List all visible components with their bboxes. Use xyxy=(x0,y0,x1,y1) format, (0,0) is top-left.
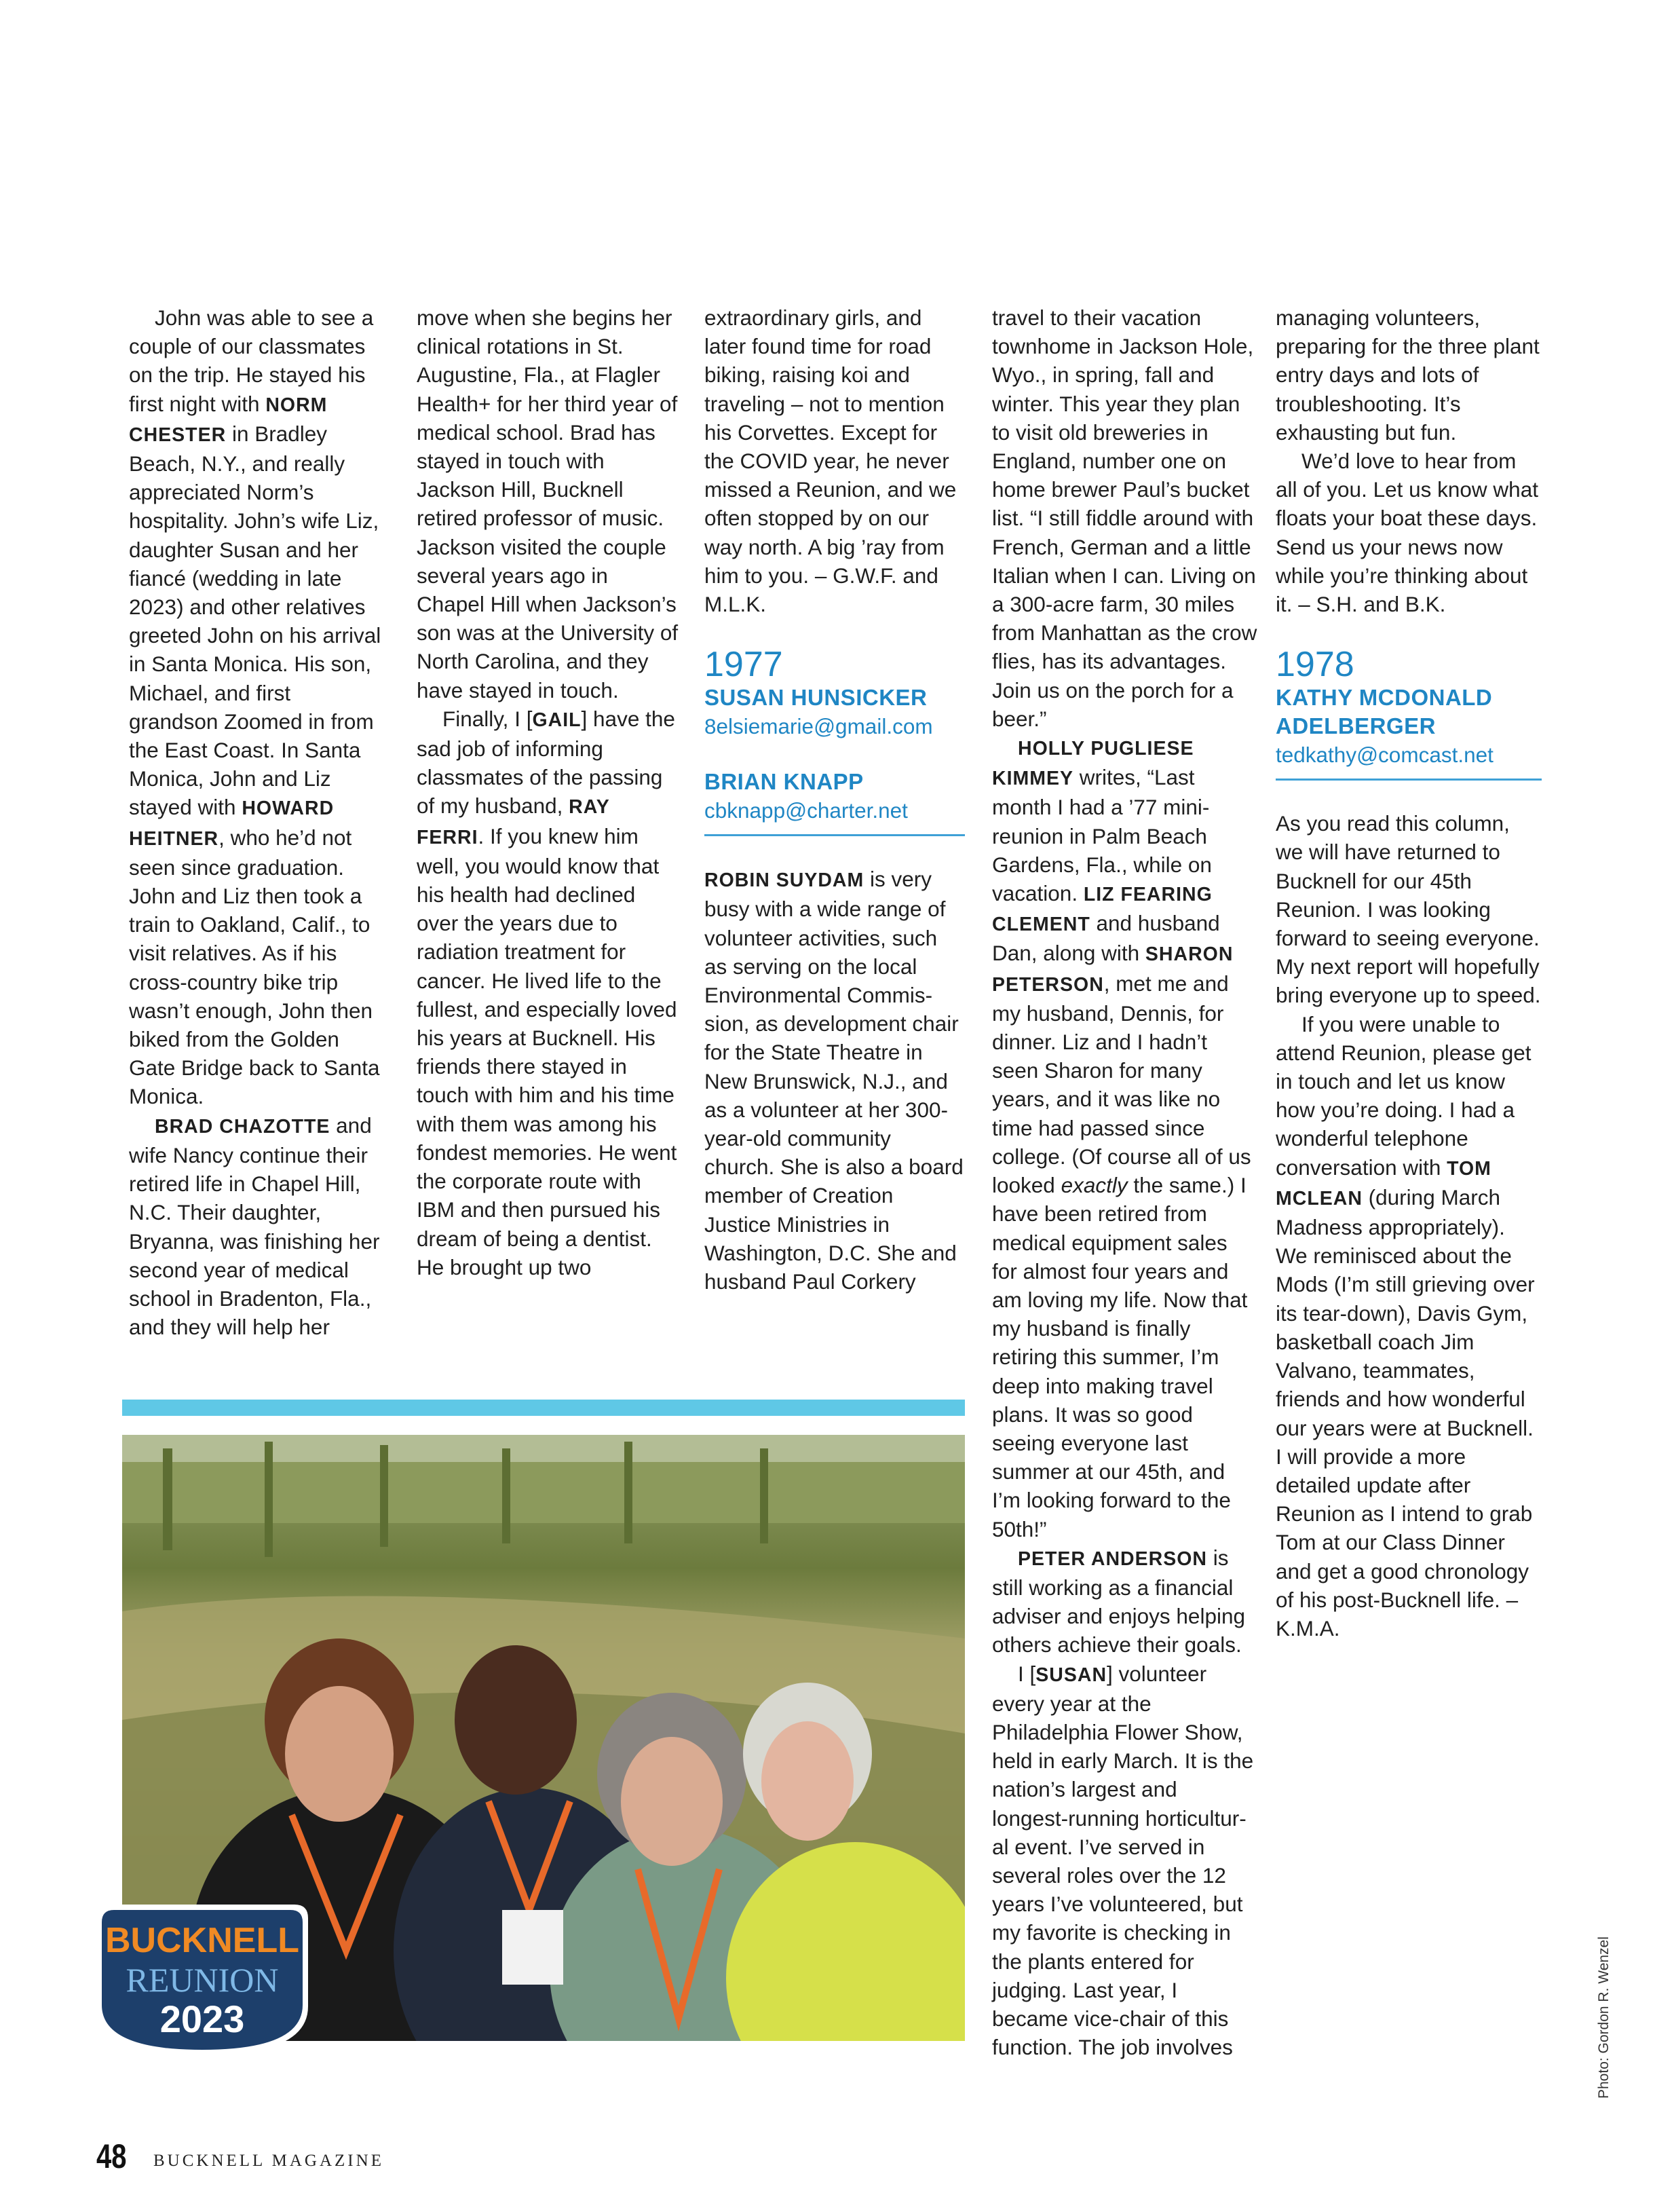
class-year-heading: 1978 xyxy=(1276,645,1354,685)
classmate-name: TOM MCLEAN xyxy=(1276,1157,1491,1210)
page-number: 48 xyxy=(96,2137,127,2175)
classmate-name: BRAD CHAZOTTE xyxy=(155,1115,330,1138)
classmate-name: RAY FERRI xyxy=(417,796,610,848)
reunion-badge xyxy=(96,1905,308,2055)
paragraph: HOLLY PUGLIESE KIMMEY writes, “Last month I had a ’77 mini-reunion in Palm Beach Gardens, Fla., while on vacation. LIZ FEARING CLEMENT and husband Dan, along with SHARON PETERSON, met me and my husband, Dennis, for dinner. Liz and I hadn’t seen Sharon for many years, and it was like no time had passed since college. (Of course all of us looked exactly the same.) I have been retired from medical equipment sales for almost four years and am loving my life. Now that my husband is finally retiring this summer, I’m deep into making travel plans. It was so good seeing everyone last summer at our 45th, and I’m looking forward to the 50th!” xyxy=(992,738,1251,1541)
class-secretary-email[interactable]: tedkathy@comcast.net xyxy=(1276,743,1494,768)
classmate-name: SHARON PETERSON xyxy=(992,943,1234,996)
paragraph: I [SUSAN] volunteer every year at the Philadelphia Flower Show, held in early March. It is the nation’s largest and longest-running horticultur-al event. I’ve served in several roles over the 12 years I’ve volunteered, but my favorite is checking in the plants entered for judging. Last year, I became vice-chair of this function. The job involves xyxy=(992,1661,1254,2060)
paragraph: managing volunteers, preparing for the three plant entry days and lots of troubleshooting. It’s exhausting but fun. xyxy=(1276,305,1540,445)
classmate-name: HOLLY PUGLIESE KIMMEY xyxy=(992,738,1194,790)
classmate-name: GAIL xyxy=(532,709,582,731)
column-4 xyxy=(992,303,1258,2061)
class-secretary-email[interactable]: 8elsiemarie@gmail.com xyxy=(704,714,933,739)
classmate-name: PETER ANDERSON xyxy=(1018,1548,1207,1570)
class-secretary-email[interactable]: cbknapp@charter.net xyxy=(704,798,908,823)
section-divider xyxy=(1276,779,1542,781)
badge-line1: BUCKNELL xyxy=(105,1921,299,1960)
paragraph: ROBIN SUYDAM is very busy with a wide range of volunteer activities, such as serving on the local Environmental Commis-sion, as development chair for the State Theatre in New Brunswick, N.J., and as a volunteer at her 300-year-old community church. She is also a board member of Creation Justice Ministries in Washington, D.C. She and husband Paul Corkery xyxy=(704,867,964,1294)
column-1 xyxy=(129,303,383,1341)
classmate-name: NORM CHESTER xyxy=(129,394,328,446)
classmate-name: SUSAN xyxy=(1035,1664,1107,1686)
paragraph: move when she begins her clinical rotations in St. Augustine, Fla., at Flagler Health+ for her third year of medical school. Brad has stayed in touch with Jackson Hill, Bucknell retired professor of music. Jackson visited the couple several years ago in Chapel Hill when Jackson’s son was at the University of North Carolina, and they have stayed in touch. xyxy=(417,305,679,702)
paragraph: We’d love to hear from all of you. Let us know what floats your boat these days. Send us your news now while you’re thinking about it. – S.H. and B.K. xyxy=(1276,449,1538,617)
class-secretary-name: KATHY MCDONALD xyxy=(1276,685,1493,711)
classmate-name: ROBIN SUYDAM xyxy=(704,869,864,892)
photo-credit: Photo: Gordon R. Wenzel xyxy=(1596,1936,1612,2099)
accent-bar xyxy=(122,1400,965,1416)
class-secretary-name-cont: ADELBERGER xyxy=(1276,713,1437,739)
classmate-name: HOWARD HEITNER xyxy=(129,798,335,850)
paragraph: BRAD CHAZOTTE and wife Nancy continue their retired life in Chapel Hill, N.C. Their daughter, Bryanna, was finishing her second year of medical school in Bradenton, Fla., and they will help her xyxy=(129,1112,380,1340)
section-divider xyxy=(704,834,965,836)
badge-line2: REUNION xyxy=(126,1961,279,1999)
page-footer xyxy=(96,2137,384,2176)
badge-line3: 2023 xyxy=(159,1998,245,2040)
paragraph: As you read this column, we will have returned to Bucknell for our 45th Reunion. I was looking forward to seeing everyone. My next report will hopefully bring everyone up to speed. xyxy=(1276,811,1541,1008)
class-secretary-name: BRIAN KNAPP xyxy=(704,769,864,795)
column-5 xyxy=(1276,303,1542,1643)
paragraph: PETER ANDERSON is still working as a financial adviser and enjoys helping others achieve their goals. xyxy=(992,1545,1246,1657)
paragraph: If you were unable to attend Reunion, please get in touch and let us know how you’re doing. I had a wonderful telephone conversation with TOM MCLEAN (during March Madness appropriately). We reminisced about the Mods (I’m still grieving over its tear-down), Davis Gym, basketball coach Jim Valvano, teammates, friends and how wonderful our years were at Bucknell. I will provide a more detailed update after Reunion as I intend to grab Tom at our Class Dinner and get a good chronology of his post-Bucknell life. – K.M.A. xyxy=(1276,1011,1535,1641)
paragraph: Finally, I [GAIL] have the sad job of informing classmates of the passing of my husband, RAY FERRI. If you knew him well, you would know that his health had declined over the years due to radiation treatment for cancer. He lived life to the fullest, and especially loved his years at Bucknell. His friends there stayed in touch with him and his time with them was among his fondest memories. He went the corporate route with IBM and then pursued his dream of being a dentist. He brought up two xyxy=(417,706,677,1279)
paragraph: travel to their vacation townhome in Jackson Hole, Wyo., in spring, fall and winter. This year they plan to visit old breweries in England, number one on home brewer Paul’s bucket list. “I still fiddle around with French, German and a little Italian when I can. Living on a 300-acre farm, 30 miles from Manhattan as the crow flies, has its advantages. Join us on the porch for a beer.” xyxy=(992,305,1257,731)
class-secretary-name: SUSAN HUNSICKER xyxy=(704,685,928,711)
class-year-heading: 1977 xyxy=(704,645,783,685)
paragraph: extraordinary girls, and later found time for road biking, raising koi and traveling – not to mention his Corvettes. Except for the COVID year, he never missed a Reunion, and we often stopped by on our way north. A big ’ray from him to you. – G.W.F. and M.L.K. xyxy=(704,305,957,617)
column-2 xyxy=(417,303,681,1281)
column-3 xyxy=(704,303,965,1296)
reunion-badge-graphic xyxy=(96,1905,308,2055)
magazine-title: BUCKNELL MAGAZINE xyxy=(153,2152,384,2170)
classmate-name: LIZ FEARING CLEMENT xyxy=(992,884,1213,936)
paragraph: John was able to see a couple of our classmates on the trip. He stayed his first night with NORM CHESTER in Bradley Beach, N.Y., and really appreciated Norm’s hospitality. John’s wife Liz, daughter Susan and her fiancé (wedding in late 2023) and other relatives greeted John on his arrival in Santa Monica. His son, Michael, and first grandson Zoomed in from the East Coast. In Santa Monica, John and Liz stayed with HOWARD HEITNER, who he’d not seen since graduation. John and Liz then took a train to Oakland, Calif., to visit relatives. As if his cross-country bike trip wasn’t enough, John then biked from the Golden Gate Bridge back to Santa Monica. xyxy=(129,305,381,1109)
